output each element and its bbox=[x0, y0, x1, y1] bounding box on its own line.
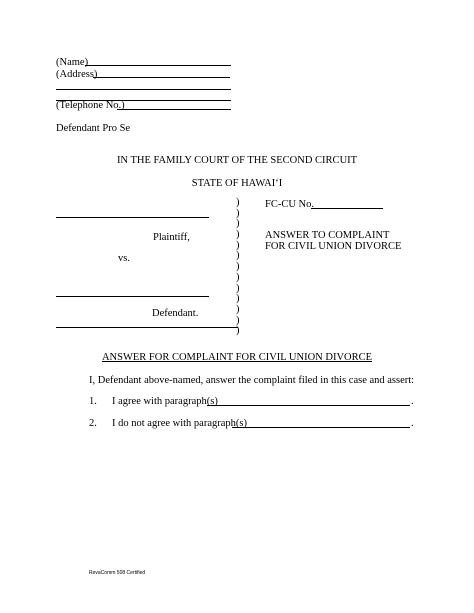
plaintiff-label: Plaintiff, bbox=[153, 232, 190, 243]
telephone-label: (Telephone No.) bbox=[56, 100, 125, 111]
item-2-number: 2. bbox=[89, 418, 97, 429]
item-2-period: . bbox=[411, 418, 414, 429]
caption-paren: ) bbox=[236, 239, 240, 251]
caption-paren: ) bbox=[236, 282, 240, 294]
caption-paren: ) bbox=[236, 197, 240, 208]
defendant-name-field[interactable] bbox=[56, 296, 209, 297]
case-no-label: FC-CU No. bbox=[265, 199, 315, 210]
telephone-field[interactable] bbox=[117, 109, 231, 110]
caption-paren: ) bbox=[236, 271, 240, 283]
caption-paren: ) bbox=[236, 229, 240, 241]
plaintiff-name-field[interactable] bbox=[56, 217, 209, 218]
caption-paren: ) bbox=[236, 207, 240, 219]
address-label: (Address) bbox=[56, 69, 98, 80]
item-1-paragraphs-field[interactable] bbox=[207, 405, 410, 406]
item-1-number: 1. bbox=[89, 396, 97, 407]
address-field-line-2[interactable] bbox=[56, 89, 231, 90]
versus-label: vs. bbox=[118, 253, 130, 264]
caption-bottom-rule bbox=[56, 327, 238, 328]
party-designation: Defendant Pro Se bbox=[56, 123, 131, 134]
item-1-text: I agree with paragraph(s) bbox=[112, 396, 218, 407]
item-2-text: I do not agree with paragraph(s) bbox=[112, 418, 247, 429]
doc-title-line-1: ANSWER TO COMPLAINT bbox=[265, 230, 390, 241]
address-field-line-1[interactable] bbox=[93, 77, 230, 78]
caption-paren: ) bbox=[236, 250, 240, 262]
item-1-period: . bbox=[411, 396, 414, 407]
intro-statement: I, Defendant above-named, answer the complaint filed in this case and assert: bbox=[89, 375, 415, 386]
footer-certification: RevaComm 508 Certified bbox=[89, 570, 146, 576]
item-2-paragraphs-field[interactable] bbox=[232, 427, 410, 428]
caption-paren: ) bbox=[236, 325, 240, 337]
caption-paren: ) bbox=[236, 314, 240, 326]
caption-paren: ) bbox=[236, 303, 240, 315]
answer-heading: ANSWER FOR COMPLAINT FOR CIVIL UNION DIVORCE bbox=[101, 352, 373, 363]
defendant-label: Defendant. bbox=[152, 308, 199, 319]
doc-title-line-2: FOR CIVIL UNION DIVORCE bbox=[265, 241, 402, 252]
name-field[interactable] bbox=[85, 65, 231, 66]
court-name: IN THE FAMILY COURT OF THE SECOND CIRCUIT bbox=[116, 155, 358, 166]
caption-paren-column bbox=[236, 198, 244, 337]
caption-paren: ) bbox=[236, 261, 240, 273]
name-label: (Name) bbox=[56, 57, 89, 68]
case-no-field[interactable] bbox=[311, 208, 383, 209]
caption-paren: ) bbox=[236, 293, 240, 305]
caption-paren: ) bbox=[236, 218, 240, 230]
court-state: STATE OF HAWAI‘I bbox=[191, 178, 283, 189]
